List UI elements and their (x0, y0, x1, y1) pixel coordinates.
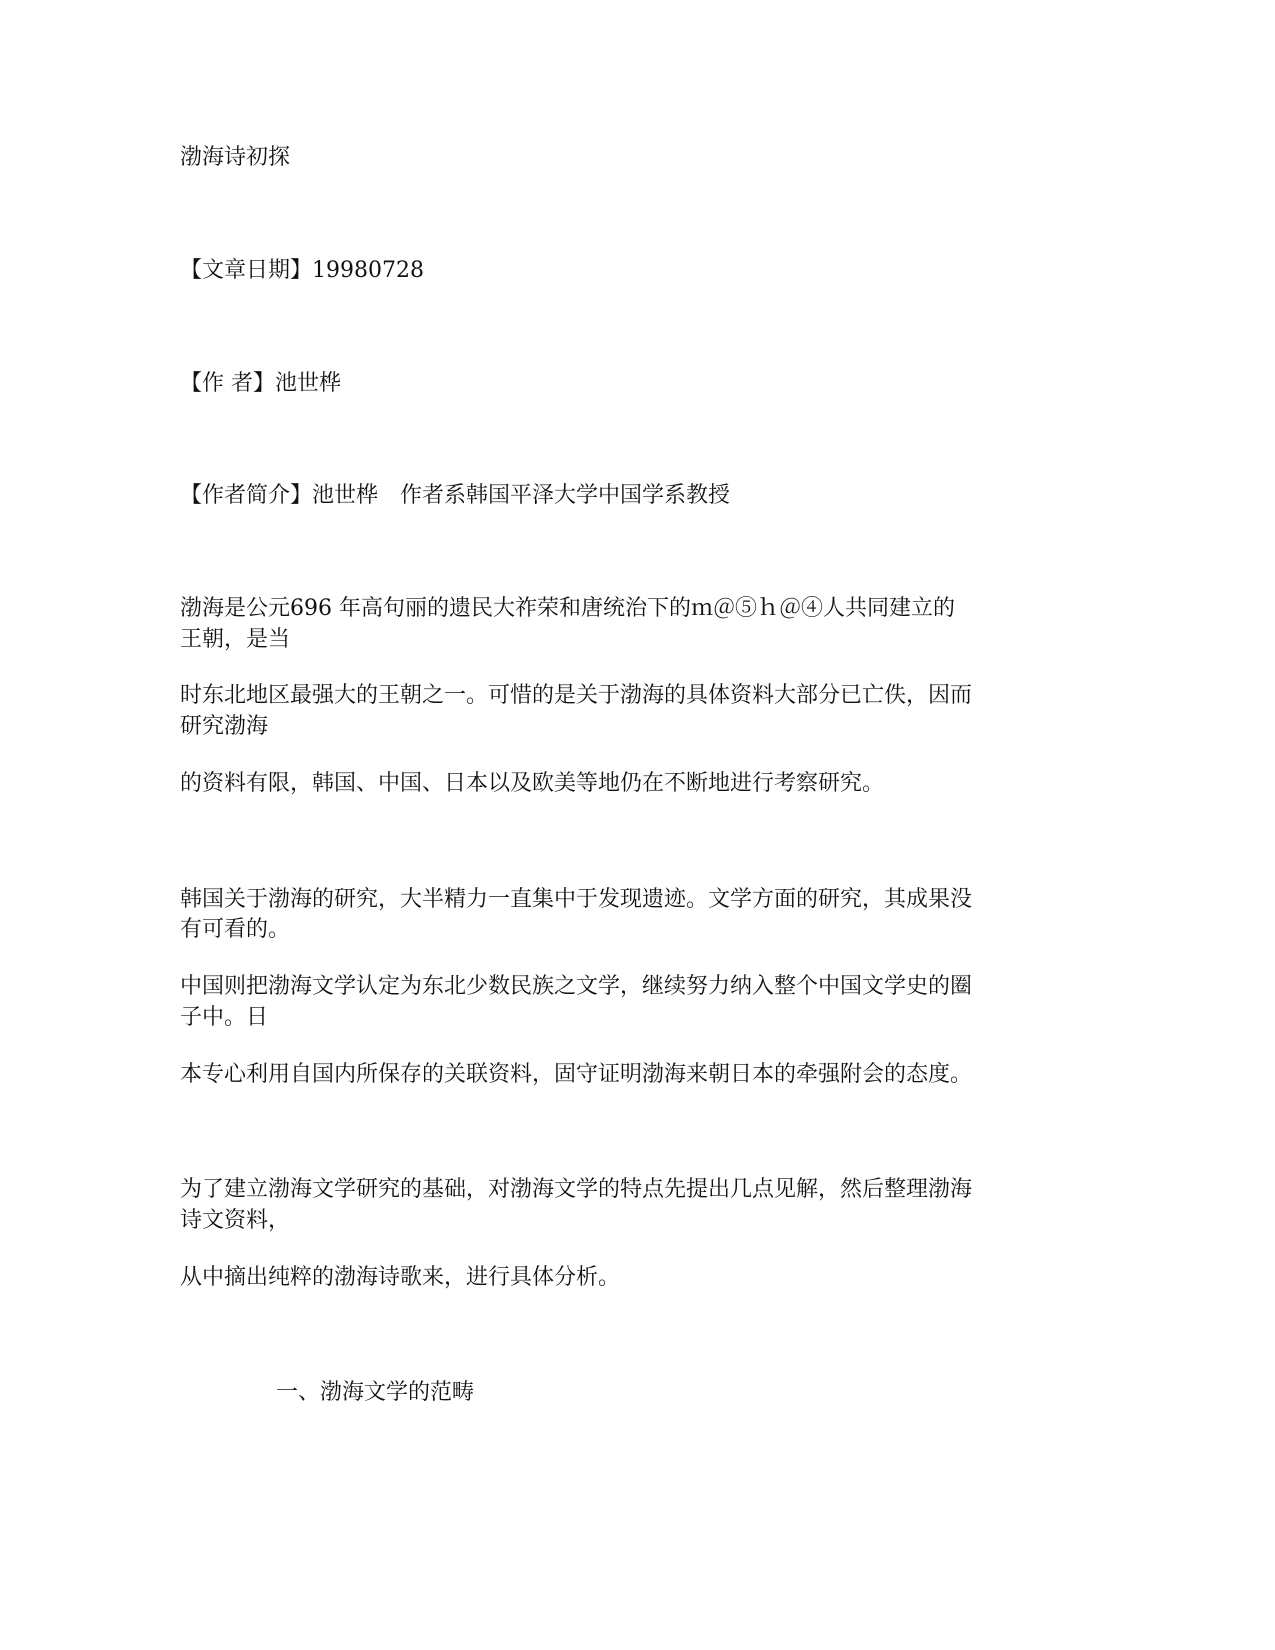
author-bio: 【作者简介】池世桦 作者系韩国平泽大学中国学系教授 (180, 483, 731, 508)
article-date: 【文章日期】19980728 (180, 258, 424, 283)
document-title: 渤海诗初探 (180, 145, 291, 170)
author-line: 【作 者】池世桦 (180, 371, 341, 396)
paragraph-1-line-1: 渤海是公元696 年高句丽的遗民大祚荣和唐统治下的ｍ＠⑤ｈ＠④人共同建立的 (180, 596, 955, 621)
paragraph-2-line-3: 本专心利用自国内所保存的关联资料，固守证明渤海来朝日本的牵强附会的态度。 (180, 1062, 973, 1087)
paragraph-2-line-2: 中国则把渤海文学认定为东北少数民族之文学，继续努力纳入整个中国文学史的圈 (180, 974, 973, 999)
paragraph-2-line-1: 韩国关于渤海的研究，大半精力一直集中于发现遗迹。文学方面的研究，其成果没 (180, 887, 973, 912)
paragraph-1-line-2-cont: 研究渤海 (180, 714, 269, 739)
paragraph-2-line-1-cont: 有可看的。 (180, 917, 291, 942)
paragraph-1-line-3: 的资料有限，韩国、中国、日本以及欧美等地仍在不断地进行考察研究。 (180, 771, 885, 796)
paragraph-1-line-1-cont: 王朝，是当 (180, 627, 291, 652)
section-heading: 一、渤海文学的范畴 (276, 1380, 475, 1405)
paragraph-3-line-2: 从中摘出纯粹的渤海诗歌来，进行具体分析。 (180, 1265, 621, 1290)
paragraph-2-line-2-cont: 子中。日 (180, 1005, 269, 1030)
paragraph-1-line-2: 时东北地区最强大的王朝之一。可惜的是关于渤海的具体资料大部分已亡佚，因而 (180, 683, 973, 708)
paragraph-3-line-1: 为了建立渤海文学研究的基础，对渤海文学的特点先提出几点见解，然后整理渤海 (180, 1177, 973, 1202)
paragraph-3-line-1-cont: 诗文资料， (180, 1208, 291, 1233)
